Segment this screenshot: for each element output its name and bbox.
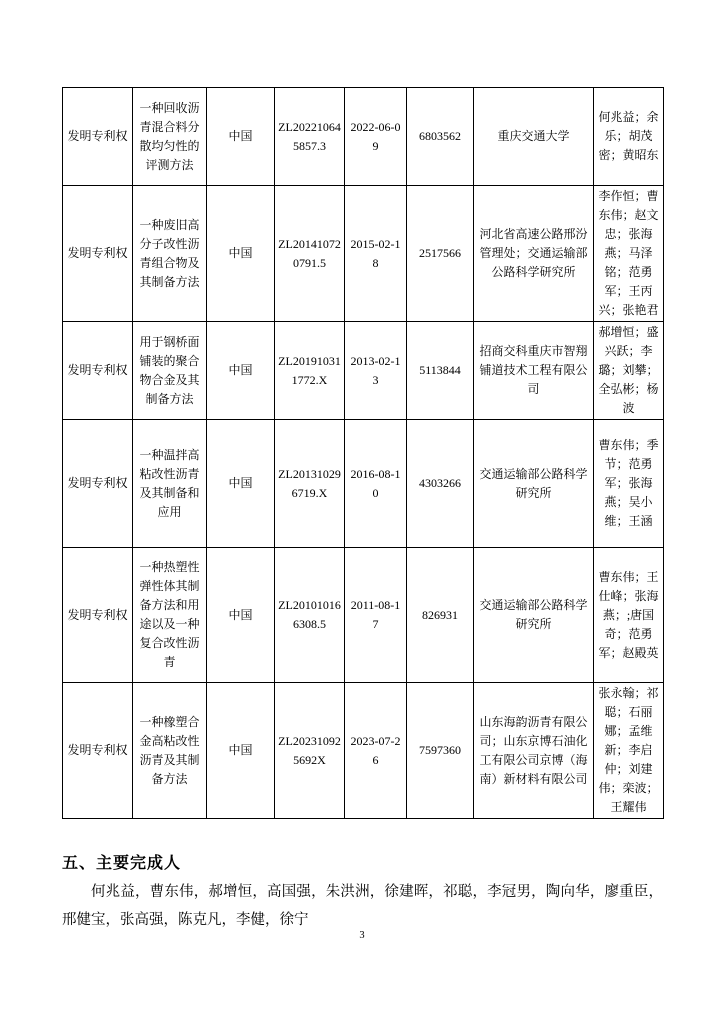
inventors-cell: 张永翰；祁聪；石丽娜；孟维新；李启仲；刘建伟；栾波；王耀伟 (594, 683, 664, 819)
patent-holder-cell: 交通运输部公路科学研究所 (474, 420, 594, 548)
cert-number-cell: 2517566 (407, 186, 474, 322)
auth-date-cell: 2016-08-10 (345, 420, 407, 548)
country-cell: 中国 (207, 186, 275, 322)
patent-holder-cell: 交通运输部公路科学研究所 (474, 548, 594, 683)
table-row (63, 186, 664, 322)
patent-title-cell: 一种热塑性弹性体其制备方法和用途以及一种复合改性沥青 (133, 548, 207, 683)
table-row (63, 548, 664, 683)
auth-date-cell: 2015-02-18 (345, 186, 407, 322)
auth-date-cell: 2013-02-13 (345, 322, 407, 420)
auth-date-cell: 2023-07-26 (345, 683, 407, 819)
main-contributors-paragraph: 何兆益，曹东伟，郝增恒，高国强，朱洪洲，徐建晖，祁聪，李冠男，陶向华，廖重臣，邢健宝，张高强，陈克凡，李健，徐宁 (62, 884, 663, 928)
country-cell: 中国 (207, 322, 275, 420)
patent-title-cell: 用于钢桥面铺装的聚合物合金及其制备方法 (133, 322, 207, 420)
cert-number-cell: 7597360 (407, 683, 474, 819)
patent-holder-cell: 招商交科重庆市智翔铺道技术工程有限公司 (474, 322, 594, 420)
patent-number-cell: ZL202210645857.3 (275, 88, 345, 186)
inventors-cell: 何兆益；余乐；胡茂密；黄昭东 (594, 88, 664, 186)
inventors-cell: 李作恒；曹东伟；赵文忠；张海燕；马泽铭；范勇军；王丙兴；张艳君 (594, 186, 664, 322)
country-cell: 中国 (207, 683, 275, 819)
cert-number-cell: 5113844 (407, 322, 474, 420)
page-number: 3 (359, 930, 365, 941)
cert-number-cell: 826931 (407, 548, 474, 683)
patent-number-cell: ZL201310296719.X (275, 420, 345, 548)
patent-type-cell: 发明专利权 (63, 88, 133, 186)
auth-date-cell: 2011-08-17 (345, 548, 407, 683)
table-row (63, 88, 664, 186)
patent-type-cell: 发明专利权 (63, 186, 133, 322)
patent-title-cell: 一种回收沥青混合料分散均匀性的评测方法 (133, 88, 207, 186)
patent-title-cell: 一种橡塑合金高粘改性沥青及其制备方法 (133, 683, 207, 819)
patent-type-cell: 发明专利权 (63, 322, 133, 420)
patent-title-cell: 一种废旧高分子改性沥青组合物及其制备方法 (133, 186, 207, 322)
cert-number-cell: 4303266 (407, 420, 474, 548)
patent-holder-cell: 重庆交通大学 (474, 88, 594, 186)
patent-table (62, 87, 664, 819)
inventors-cell: 曹东伟；季节；范勇军；张海燕；吴小维；王涵 (594, 420, 664, 548)
auth-date-cell: 2022-06-09 (345, 88, 407, 186)
patent-type-cell: 发明专利权 (63, 420, 133, 548)
patent-number-cell: ZL201010166308.5 (275, 548, 345, 683)
country-cell: 中国 (207, 88, 275, 186)
table-row (63, 683, 664, 819)
table-row (63, 322, 664, 420)
patent-number-cell: ZL201410720791.5 (275, 186, 345, 322)
cert-number-cell: 6803562 (407, 88, 474, 186)
patent-number-cell: ZL202310925692X (275, 683, 345, 819)
section-heading: 五、主要完成人 (62, 855, 182, 872)
country-cell: 中国 (207, 420, 275, 548)
patent-title-cell: 一种温拌高粘改性沥青及其制备和应用 (133, 420, 207, 548)
patent-type-cell: 发明专利权 (63, 683, 133, 819)
inventors-cell: 曹东伟；王仕峰；张海燕；;唐国奇；范勇军；赵殿英 (594, 548, 664, 683)
patent-holder-cell: 山东海韵沥青有限公司；山东京博石油化工有限公司京博（海南）新材料有限公司 (474, 683, 594, 819)
patent-type-cell: 发明专利权 (63, 548, 133, 683)
table-row (63, 420, 664, 548)
country-cell: 中国 (207, 548, 275, 683)
patent-holder-cell: 河北省高速公路邢汾管理处；交通运输部公路科学研究所 (474, 186, 594, 322)
patent-number-cell: ZL201910311772.X (275, 322, 345, 420)
inventors-cell: 郝增恒；盛兴跃；李璐；刘攀；全弘彬；杨波 (594, 322, 664, 420)
